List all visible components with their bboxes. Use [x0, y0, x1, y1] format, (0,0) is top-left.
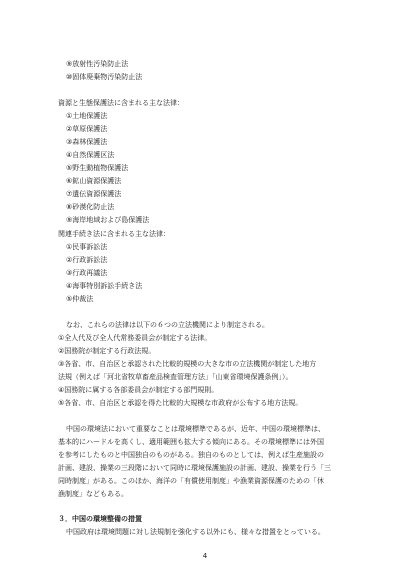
list-item: 法規（例えば「河北省牧草畜産品検査管理方法」「山東省環境保護条例」）。 — [58, 373, 293, 381]
list-item: ④自然保護区法 — [66, 151, 115, 159]
list-item: ⑤仲裁法 — [66, 295, 94, 303]
list-item: ⑦遺伝資源保護法 — [66, 190, 122, 198]
legislation-intro: なお、これらの法律は以下の６つの立法機関により制定される。 — [66, 321, 269, 329]
list-item: ③各省、市、自治区と承認された比較的規模の大きな市の立法機関が制定した地方 — [58, 360, 317, 368]
list-item: ⑤各省、市、自治区と承認を得た比較的大規模な市政府が公布する地方法規。 — [58, 399, 303, 407]
section-body: 中国政府は環境問題に対し法規制を強化する以外にも、様々な措置をとっている。 — [66, 528, 325, 536]
list-item: ②草原保護法 — [66, 125, 108, 133]
list-item: ①民事訴訟法 — [66, 243, 108, 251]
list-item: ⑤野生動植物保護法 — [66, 164, 129, 172]
list-item: ①土地保護法 — [66, 112, 108, 120]
list-item: ②国務院が制定する行政法規。 — [58, 347, 156, 355]
paragraph-line: 同時制度」がある。このほか、海洋の「有償使用制度」や漁業資源保護のための「休 — [58, 477, 324, 485]
list-item: ⑥鉱山資源保護法 — [66, 177, 122, 185]
procedure-heading: 関連手続き法に含まれる主な法律： — [58, 230, 170, 238]
paragraph-line: 計画、建設、操業の三段階において同時に環境保護施設の計画、建設、操業を行う「三 — [58, 464, 331, 472]
section-heading: ３．中国の環境整備の措置 — [58, 515, 142, 523]
list-item: ③森林保護法 — [66, 138, 108, 146]
paragraph-line: 中国の環境法において重要なことは環境標準であるが、近年、中国の環境標準は、 — [66, 425, 325, 433]
list-item: ⑨海岸地域および島保護法 — [66, 216, 150, 224]
paragraph-line: 漁制度」などもある。 — [58, 490, 128, 498]
list-item: ②行政訴訟法 — [66, 256, 108, 264]
list-item: ④海事特別訴訟手続き法 — [66, 282, 143, 290]
list-item: ⑧砂漠化防止法 — [66, 203, 115, 211]
page-number: 4 — [202, 552, 208, 560]
resources-heading: 資源と生態保護法に含まれる主な法律： — [58, 99, 184, 107]
list-item: ⑩固体廃棄物汚染防止法 — [66, 73, 143, 81]
list-item: ⑨放射性汚染防止法 — [66, 60, 129, 68]
list-item: ③行政再議法 — [66, 269, 108, 277]
list-item: ④国務院に属する各部委員会が制定する部門規則。 — [58, 386, 219, 394]
paragraph-line: を参考にしたものと中国独自のものがある。独自のものとしては、例えば生産施設の — [58, 451, 324, 459]
list-item: ①全人代及び全人代常務委員会が制定する法律。 — [58, 334, 212, 342]
paragraph-line: 基本的にハードルを高くし、適用範囲も拡大する傾向にある。その環境標準には外国 — [58, 438, 324, 446]
